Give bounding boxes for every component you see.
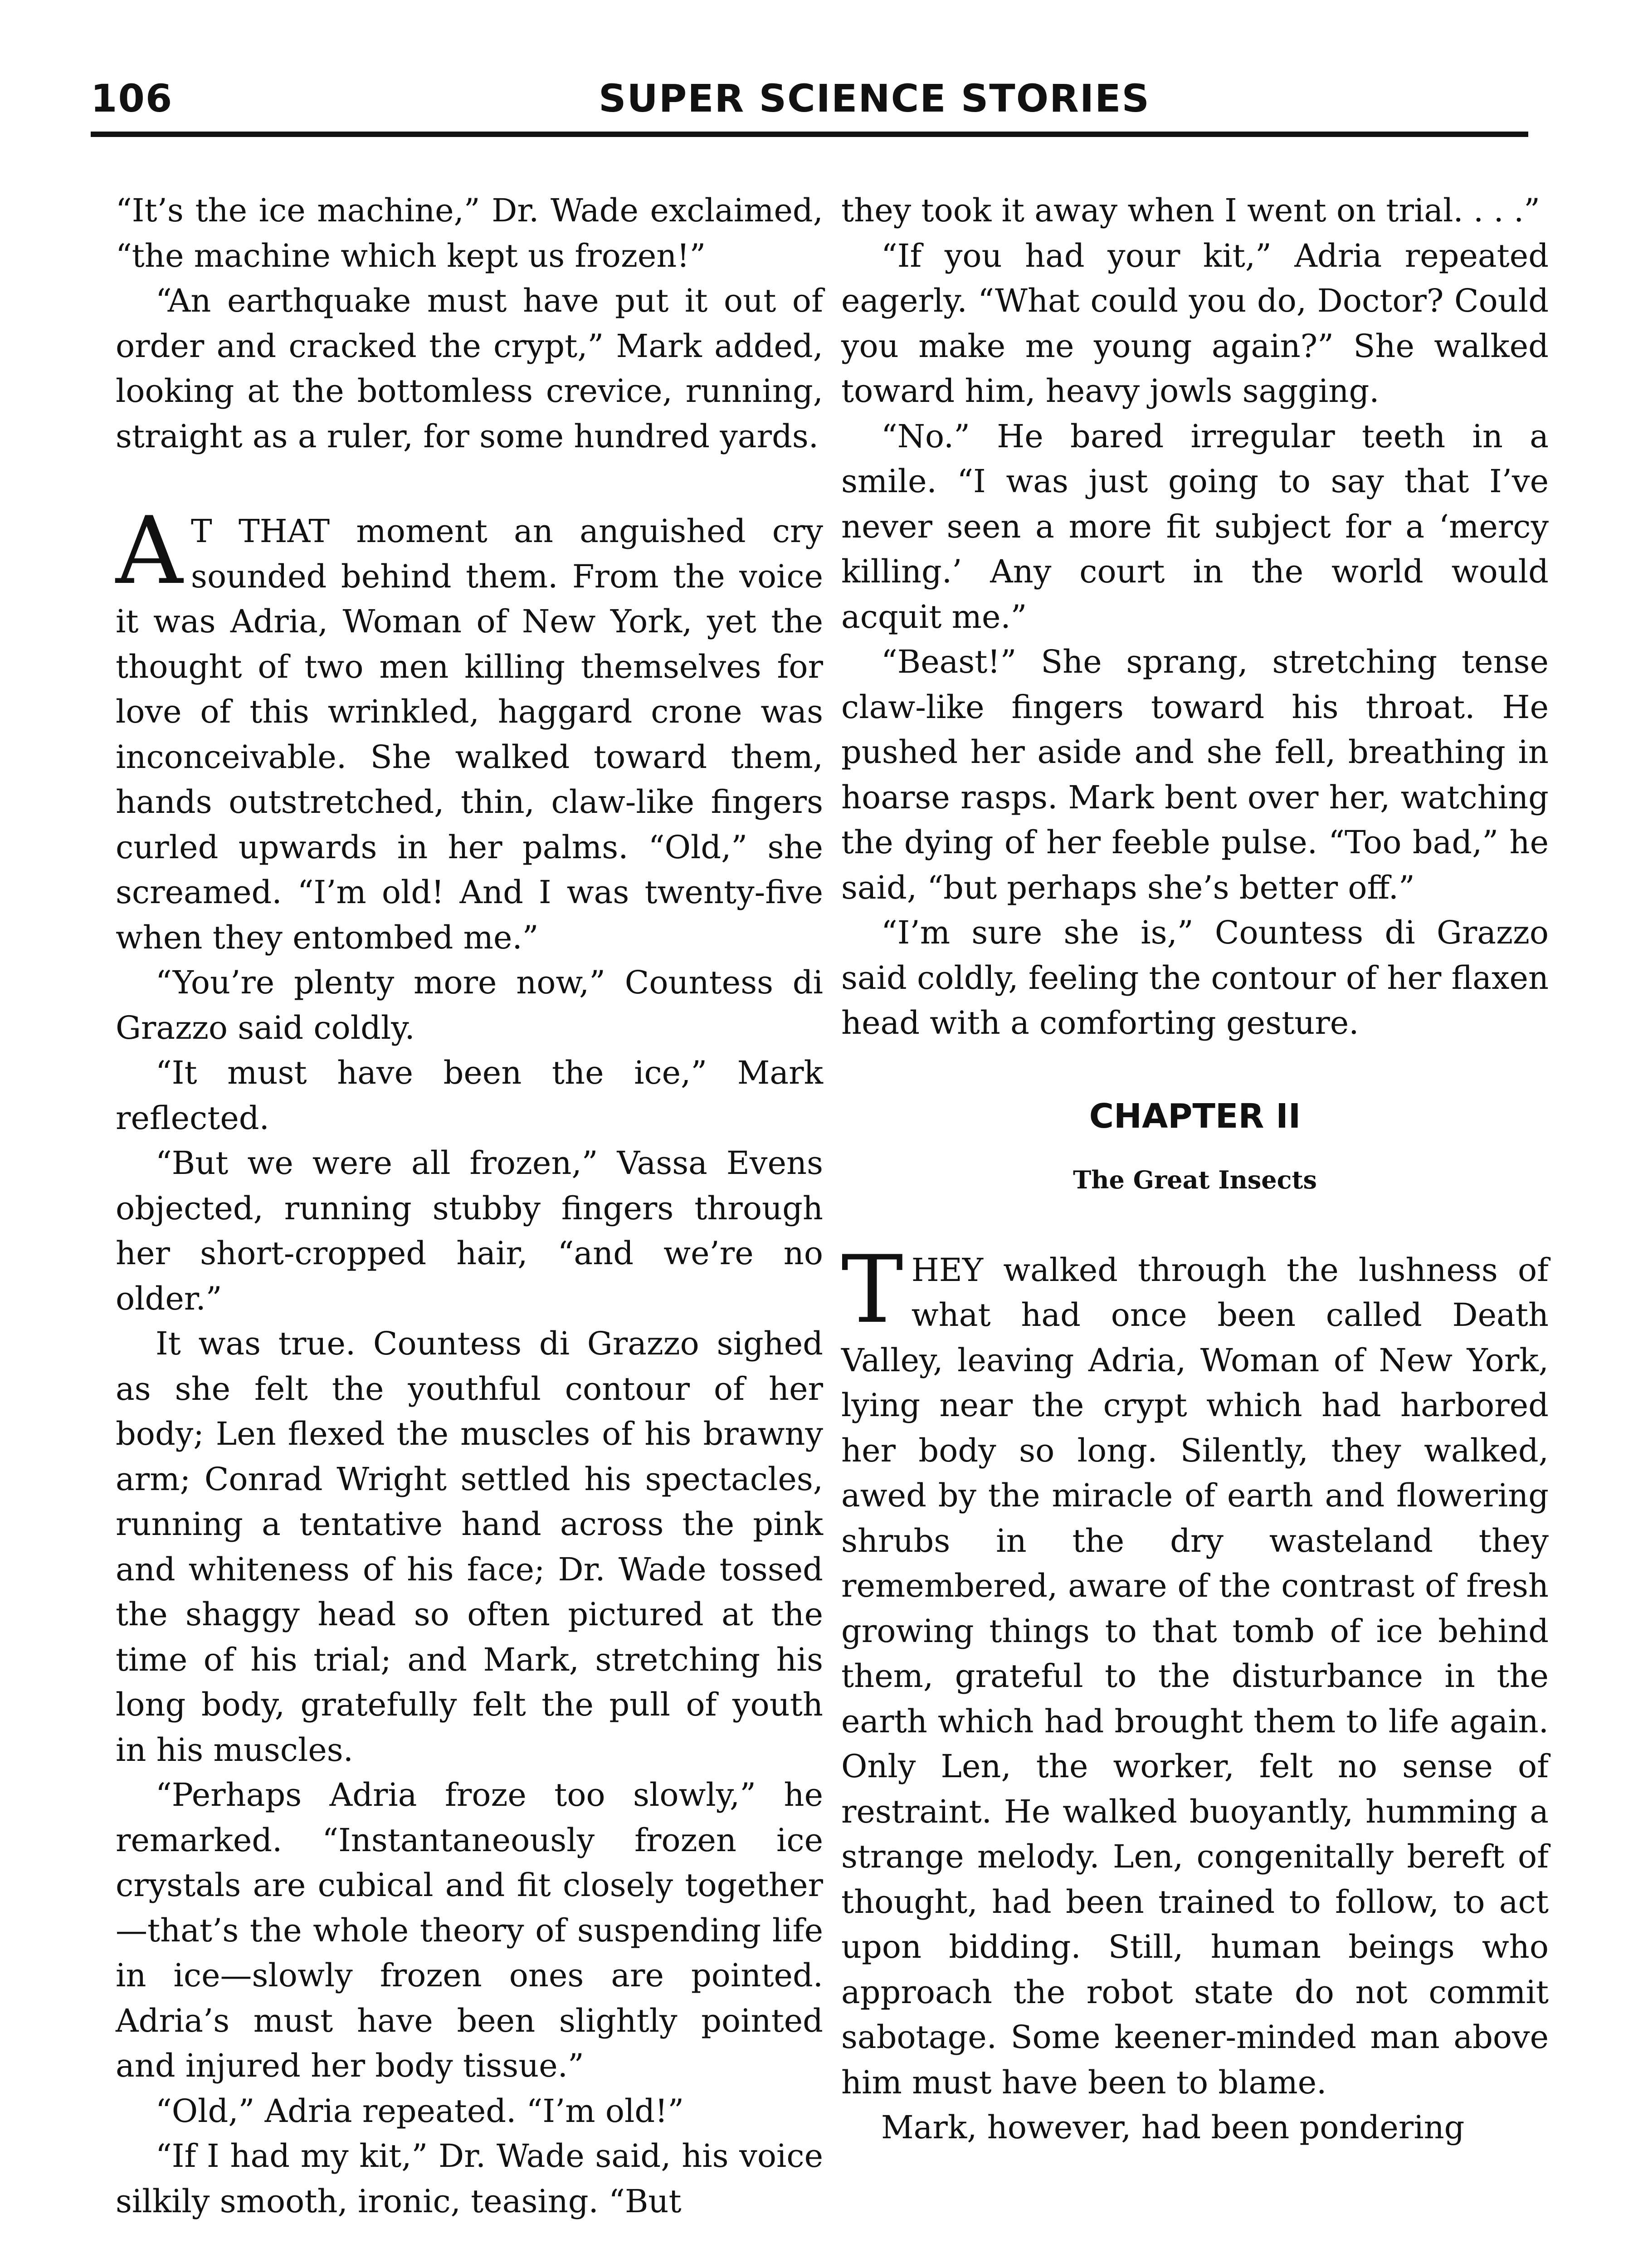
running-title: SUPER SCIENCE STORIES <box>599 76 1150 121</box>
paragraph: “But we were all frozen,” Vassa Evens objected, running stubby fingers through her short-cropped hair, “and we’re no older.” <box>116 1144 823 1317</box>
paragraph: they took it away when I went on trial. . . .” <box>841 192 1540 229</box>
left-column <box>116 188 823 2224</box>
drop-cap: A <box>116 497 183 605</box>
chapter-heading: CHAPTER II <box>1089 1096 1301 1136</box>
drop-cap: T <box>841 1236 903 1344</box>
page-number: 106 <box>91 76 173 121</box>
paragraph: “If I had my kit,” Dr. Wade said, his voice silkily smooth, ironic, teasing. “But <box>116 2137 823 2220</box>
right-column <box>841 188 1549 2151</box>
paragraph-text: T THAT moment an anguished cry sounded behind them. From the voice it was Adria, Woman of New York, yet the thought of two men killing themselves for love of this wrinkled, haggard crone was inconceivable. She walked toward them, hands outstretched, thin, claw-like fingers curled upwards in her palms. “Old,” she screamed. “I’m old! And I was twenty-five when they entombed me.” <box>116 513 823 956</box>
dropcap-paragraph <box>841 1236 1549 2106</box>
paragraph: “Beast!” She sprang, stretching tense claw-like fingers toward his throat. He pushed her aside and she fell, breathing in hoarse rasps. Mark bent over her, watching the dying of her feeble pulse. “Too bad,” he said, “but perhaps she’s better off.” <box>841 643 1549 906</box>
paragraph: “If you had your kit,” Adria repeated eagerly. “What could you do, Doctor? Could you make me young again?” She walked toward him, heavy jowls sagging. <box>841 237 1549 410</box>
paragraph: “No.” He bared irregular teeth in a smile. “I was just going to say that I’ve never seen a more fit subject for a ‘mercy killing.’ Any court in the world would acquit me.” <box>841 417 1549 635</box>
chapter-title: The Great Insects <box>1073 1165 1317 1194</box>
paragraph: “Old,” Adria repeated. “I’m old!” <box>156 2092 684 2130</box>
paragraph: “It must have been the ice,” Mark reflected. <box>116 1054 823 1137</box>
paragraph-text: HEY walked through the lushness of what had once been called Death Valley, leaving Adria, Woman of New York, lying near the crypt which had harbored her body so long. Silently, they walked, awed by the miracle of earth and flowering shrubs in the dry wasteland they remembered, aware of the contrast of fresh growing things to that tomb of ice behind them, grateful to the disturbance in the earth which had brought them to life again. Only Len, the worker, felt no sense of restraint. He walked buoyantly, humming a strange melody. Len, congenitally bereft of thought, had been trained to follow, to act upon bidding. Still, human beings who approach the robot state do not commit sabotage. Some keener-minded man above him must have been to blame. <box>841 1251 1549 2101</box>
paragraph: “An earthquake must have put it out of order and cracked the crypt,” Mark added, looking at the bottomless crevice, running, straight as a ruler, for some hundred yards. <box>116 282 823 455</box>
header-rule <box>91 132 1528 137</box>
paragraph: “You’re plenty more now,” Countess di Grazzo said coldly. <box>116 964 823 1046</box>
paragraph: Mark, however, had been pondering <box>881 2109 1465 2146</box>
page-header <box>91 68 1528 136</box>
paragraph: “I’m sure she is,” Countess di Grazzo said coldly, feeling the contour of her flaxen head with a comforting gesture. <box>841 914 1549 1041</box>
paragraph: “It’s the ice machine,” Dr. Wade exclaimed, “the machine which kept us frozen!” <box>116 192 823 274</box>
paragraph: It was true. Countess di Grazzo sighed as she felt the youthful contour of her body; Len flexed the muscles of his brawny arm; Conrad Wright settled his spectacles, running a tentative hand across the pink and whiteness of his face; Dr. Wade tossed the shaggy head so often pictured at the time of his trial; and Mark, stretching his long body, gratefully felt the pull of youth in his muscles. <box>116 1325 823 1769</box>
paragraph: “Perhaps Adria froze too slowly,” he remarked. “Instantaneously frozen ice crystals are cubical and fit closely together—that’s the whole theory of suspending life in ice—slowly frozen ones are pointed. Adria’s must have been slightly pointed and injured her body tissue.” <box>116 1776 823 2084</box>
dropcap-paragraph <box>116 497 823 960</box>
